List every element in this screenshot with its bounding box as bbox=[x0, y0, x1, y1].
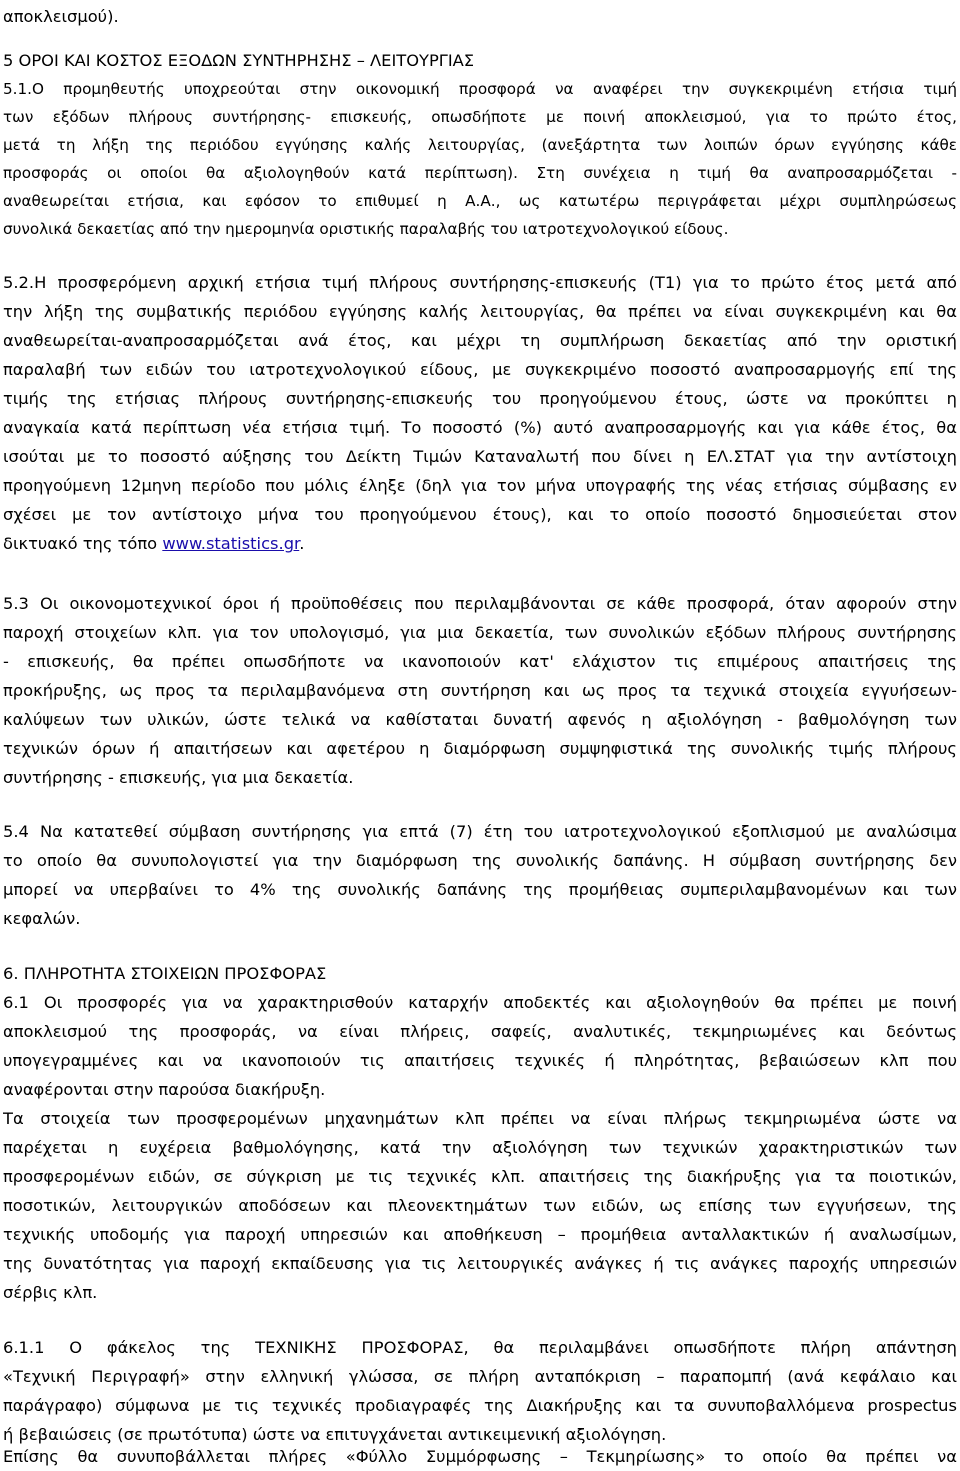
section-heading-6: 6. ΠΛΗΡΟΤΗΤΑ ΣΤΟΙΧΕΙΩΝ ΠΡΟΣΦΟΡΑΣ bbox=[3, 964, 327, 983]
text-line: καλύψεων των υλικών, ώστε τελικά να καθίσταται δυνατή αφενός η αξιολόγηση - βαθμολόγηση των bbox=[3, 710, 957, 729]
text-line: σχέσει με τον αντίστοιχο μήνα του προηγούμενου έτους), και το οποίο ποσοστό δημοσιεύεται στον bbox=[3, 505, 957, 524]
text-line: 5.4 Να κατατεθεί σύμβαση συντήρησης για επτά (7) έτη του ιατροτεχνολογικού εξοπλισμού με αναλώσιμα bbox=[3, 822, 957, 841]
text-line: «Τεχνική Περιγραφή» στην ελληνική γλώσσα, σε πλήρη ανταπόκριση – παραπομπή (ανά κεφάλαιο και bbox=[3, 1367, 957, 1386]
text-line: τιμής της ετήσιας πλήρους συντήρησης-επισκευής του προηγούμενου έτους, ώστε να προκύπτει η bbox=[3, 389, 957, 408]
text-line: προσφοράς οι οποίοι θα αξιολογηθούν κατά περίπτωση). Στη συνέχεια η τιμή θα αναπροσαρμόζεται - bbox=[3, 164, 957, 182]
text-line: 5.2.Η προσφερόμενη αρχική ετήσια τιμή πλήρους συντήρησης-επισκευής (Τ1) για το πρώτο έτος μετά από bbox=[3, 273, 957, 292]
text-line: συντήρησης - επισκευής, για μια δεκαετία. bbox=[3, 768, 354, 787]
text-line: ποσοτικών, λειτουργικών αποδόσεων και πλεονεκτημάτων των ειδών, ως επίσης των εγγυήσεων, της bbox=[3, 1196, 957, 1215]
text-line: των εξόδων πλήρους συντήρησης- επισκευής, οπωσδήποτε με ποινή αποκλεισμού, για το πρώτο έτος, bbox=[3, 108, 957, 126]
text-line bbox=[3, 530, 957, 558]
text-line: τεχνικής υποδομής για παροχή υπηρεσιών και αποθήκευση – προμήθεια ανταλλακτικών ή αναλωσίμων, bbox=[3, 1225, 957, 1244]
text-line: 6.1.1 Ο φάκελος της ΤΕΧΝΙΚΗΣ ΠΡΟΣΦΟΡΑΣ, θα περιλαμβάνει οπωσδήποτε πλήρη απάντηση bbox=[3, 1338, 957, 1357]
text-line: προηγούμενη 12μηνη περίοδο που μόλις έληξε (δηλ για τον μήνα υπογραφής της νέας ετήσιας σύμβασης εν bbox=[3, 476, 957, 495]
text-line: παροχή στοιχείων κλπ. για τον υπολογισμό, για μια δεκαετία, των συνολικών εξόδων πλήρους συντήρησης bbox=[3, 623, 957, 642]
text-line: αναφέρονται στην παρούσα διακήρυξη. bbox=[3, 1080, 326, 1099]
text-fragment: . bbox=[299, 534, 305, 553]
text-line: αναθεωρείται-αναπροσαρμόζεται ανά έτος, και μέχρι τη συμπλήρωση δεκαετίας από την οριστική bbox=[3, 331, 957, 350]
text-line: συνολικά δεκαετίας από την ημερομηνία οριστικής παραλαβής του ιατροτεχνολογικού είδους. bbox=[3, 220, 729, 238]
text-line: κεφαλών. bbox=[3, 909, 81, 928]
statistics-link[interactable]: www.statistics.gr bbox=[162, 534, 300, 553]
text-line: ή βεβαιώσεις (σε πρωτότυπα) ώστε να επιτυγχάνεται αντικειμενική αξιολόγηση. bbox=[3, 1425, 667, 1444]
text-line: υπογεγραμμένες και να ικανοποιούν τις απαιτήσεις τεχνικές ή πληρότητας, βεβαιώσεων κλπ που bbox=[3, 1051, 957, 1070]
text-line: προσφερομένων ειδών, σε σύγκριση με τις τεχνικές κλπ. απαιτήσεις της διακήρυξης για τα ποιοτικών, bbox=[3, 1167, 957, 1186]
text-fragment: δικτυακό της τόπο bbox=[3, 534, 163, 553]
text-line: τεχνικών όρων ή απαιτήσεων και αφετέρου η διαμόρφωση συμψηφιστικά της συνολικής τιμής πλήρους bbox=[3, 739, 957, 758]
text-line: το οποίο θα συνυπολογιστεί για την διαμόρφωση της συνολικής δαπάνης. Η σύμβαση συντήρησης δεν bbox=[3, 851, 957, 870]
section-heading-5: 5 ΟΡΟΙ ΚΑΙ ΚΟΣΤΟΣ ΕΞΟΔΩΝ ΣΥΝΤΗΡΗΣΗΣ – ΛΕΙΤΟΥΡΓΙΑΣ bbox=[3, 51, 475, 70]
text-line: μετά τη λήξη της περιόδου εγγύησης καλής λειτουργίας, (ανεξάρτητα των λοιπών όρων εγγύησης κάθε bbox=[3, 136, 957, 154]
text-line: ισούται με το ποσοστό αύξησης του Δείκτη Τιμών Καταναλωτή που δίνει η ΕΛ.ΣΤΑΤ για την αντίστοιχη bbox=[3, 447, 957, 466]
text-line: αναθεωρείται ετήσια, και εφόσον το επιθυμεί η Α.Α., ως κατωτέρω περιγράφεται μέχρι συμπληρώσεως bbox=[3, 192, 957, 210]
text-line: της δυνατότητας για παροχή εκπαίδευσης για τις λειτουργικές ανάγκες ή τις ανάγκες παροχής υπηρεσιών bbox=[3, 1254, 957, 1273]
text-line: - επισκευής, θα πρέπει οπωσδήποτε να ικανοποιούν κατ' ελάχιστον τις επιμέρους απαιτήσεις της bbox=[3, 652, 957, 671]
text-line: αποκλεισμού της προσφοράς, να είναι πλήρεις, σαφείς, αναλυτικές, τεκμηριωμένες και δεόντως bbox=[3, 1022, 957, 1041]
text-line: Τα στοιχεία των προσφερομένων μηχανημάτων κλπ πρέπει να είναι πλήρως τεκμηριωμένα ώστε να bbox=[3, 1109, 957, 1128]
text-line: Επίσης θα συνυποβάλλεται πλήρες «Φύλλο Συμμόρφωσης – Τεκμηρίωσης» το οποίο θα πρέπει να bbox=[3, 1447, 957, 1466]
text-line: την λήξη της συμβατικής περιόδου εγγύησης καλής λειτουργίας, θα πρέπει να είναι συγκεκριμένη και θα bbox=[3, 302, 957, 321]
text-line: παρέχεται η ευχέρεια βαθμολόγησης, κατά την αξιολόγηση των τεχνικών χαρακτηριστικών των bbox=[3, 1138, 957, 1157]
text-line: 5.1.Ο προμηθευτής υποχρεούται στην οικονομική προσφορά να αναφέρει την συγκεκριμένη ετήσια τιμή bbox=[3, 80, 957, 98]
text-line: παράγραφο) σύμφωνα με τις τεχνικές προδιαγραφές της Διακήρυξης και τα συνυποβαλλόμενα prospectus bbox=[3, 1396, 957, 1415]
text-line: μπορεί να υπερβαίνει το 4% της συνολικής δαπάνης της προμήθειας συμπεριλαμβανομένων και των bbox=[3, 880, 957, 899]
text-line: 6.1 Οι προσφορές για να χαρακτηρισθούν καταρχήν αποδεκτές και αξιολογηθούν θα πρέπει με ποινή bbox=[3, 993, 957, 1012]
text-line: σέρβις κλπ. bbox=[3, 1283, 98, 1302]
text-line: παραλαβή των ειδών του ιατροτεχνολογικού είδους, με συγκεκριμένο ποσοστό αναπροσαρμογής επί της bbox=[3, 360, 957, 379]
text-line: 5.3 Οι οικονομοτεχνικοί όροι ή προϋποθέσεις που περιλαμβάνονται σε κάθε προσφορά, όταν αφορούν στην bbox=[3, 594, 957, 613]
text-line: αναγκαία κατά περίπτωση νέα ετήσια τιμή. Το ποσοστό (%) αυτό αναπροσαρμογής και για κάθε έτος, θα bbox=[3, 418, 957, 437]
text-line: προκήρυξης, ως προς τα περιλαμβανόμενα στη συντήρηση και ως προς τα τεχνικά στοιχεία εγγυήσεων- bbox=[3, 681, 957, 700]
text-line: αποκλεισμού). bbox=[3, 7, 119, 26]
